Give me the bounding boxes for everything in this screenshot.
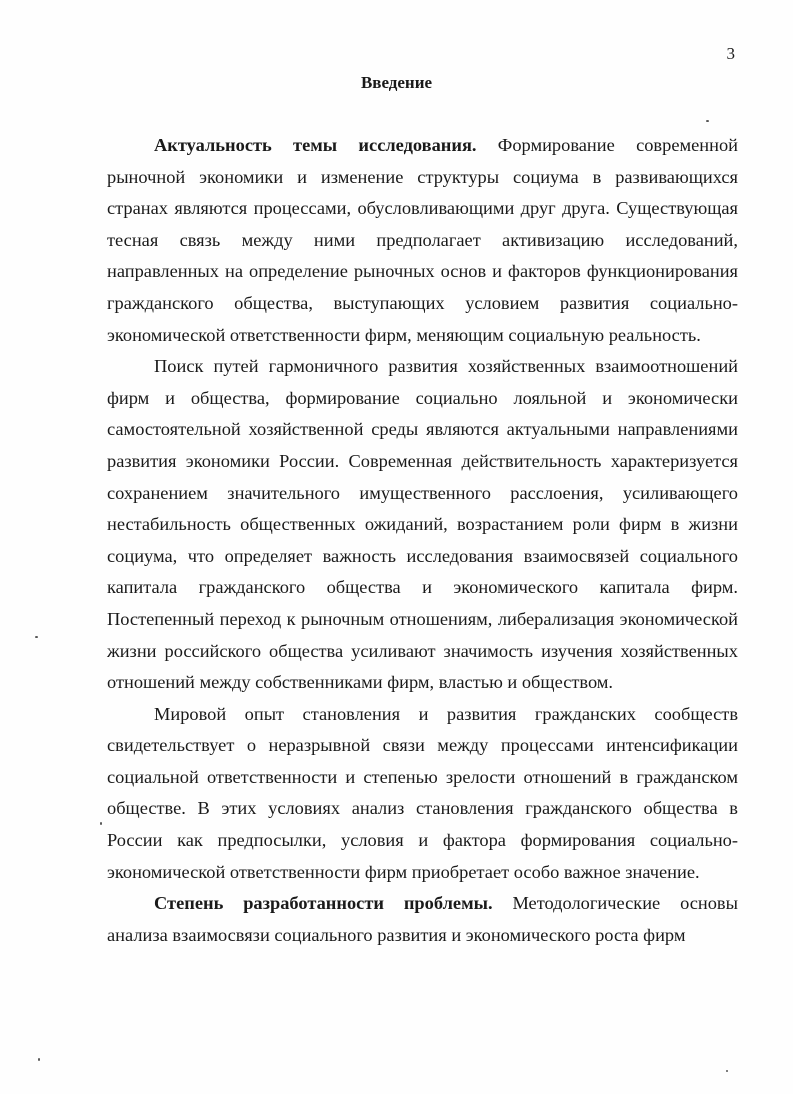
paragraph-text: Формирование современной рыночной экономики и изменение структуры социума в развивающихся странах являются процессами, обусловливающими друг друга. Существующая тесная связь между ними предполагает активизацию исследований, направленных на определение рыночных основ и факторов функционирования гражданского общества, выступающих условием развития социально-экономической ответственности фирм, меняющим социальную реальность. bbox=[107, 135, 738, 345]
paragraph-lead: Степень разработанности проблемы. bbox=[154, 893, 493, 914]
page-title: Введение bbox=[360, 73, 433, 92]
document-body bbox=[107, 130, 738, 951]
paragraph-text: Методологические основы анализа взаимосвязи социального развития и экономического роста фирм bbox=[107, 893, 738, 945]
scan-speck bbox=[100, 822, 102, 825]
paragraph-relevance bbox=[107, 130, 738, 351]
page-number: 3 bbox=[726, 44, 735, 63]
paragraph-degree-of-development bbox=[107, 888, 738, 951]
scan-speck bbox=[706, 120, 709, 122]
paragraph-text: Мировой опыт становления и развития гражданских сообществ свидетельствует о неразрывной связи между процессами интенсификации социальной ответственности и степенью зрелости отношений в гражданском обществе. В этих условиях анализ становления гражданского общества в России как предпосылки, условия и фактора формирования социально-экономической ответственности фирм приобретает особо важное значение. bbox=[107, 703, 738, 882]
paragraph-harmony bbox=[107, 351, 738, 699]
scan-speck bbox=[38, 1058, 40, 1061]
scan-speck bbox=[35, 636, 38, 638]
paragraph-world-experience bbox=[107, 699, 738, 889]
paragraph-lead: Актуальность темы исследования. bbox=[154, 135, 477, 155]
scan-speck bbox=[726, 1070, 728, 1072]
paragraph-text: Поиск путей гармоничного развития хозяйственных взаимоотношений фирм и общества, формирование социально лояльной и экономически самостоятельной хозяйственной среды являются актуальными направлениями развития экономики России. Современная действительность характеризуется сохранением значительного имущественного расслоения, усиливающего нестабильность общественных ожиданий, возрастанием роли фирм в жизни социума, что определяет важность исследования взаимосвязей социального капитала гражданского общества и экономического капитала фирм. Постепенный переход к рыночным отношениям, либерализация экономической жизни российского общества усиливают значимость изучения хозяйственных отношений между собственниками фирм, властью и обществом. bbox=[107, 356, 738, 693]
